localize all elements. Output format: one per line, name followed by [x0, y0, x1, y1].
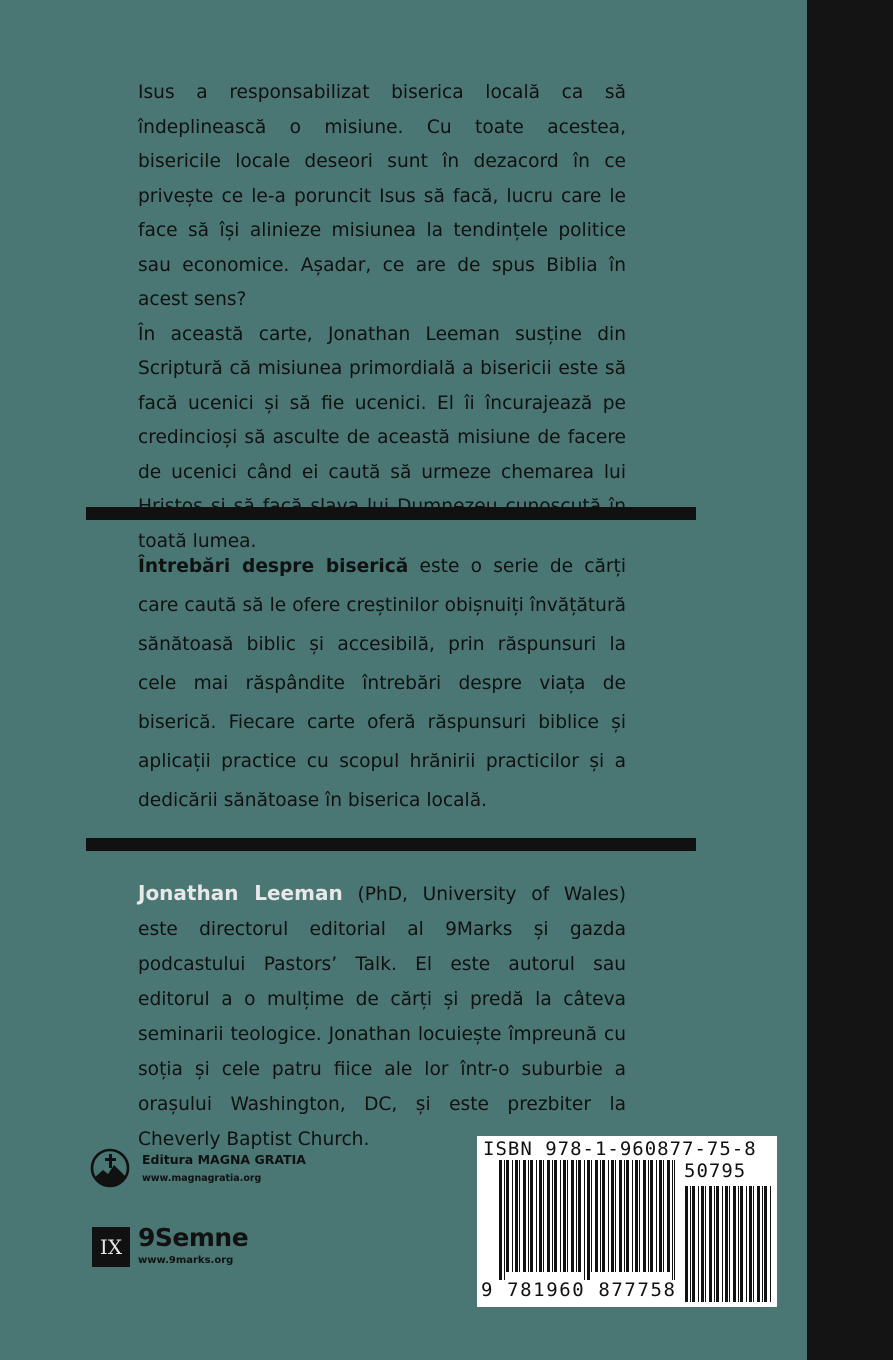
barcode-bar	[650, 1160, 653, 1272]
barcode-bar	[674, 1160, 675, 1280]
barcode-bar	[528, 1160, 529, 1272]
barcode-bar	[587, 1160, 590, 1280]
barcode-bar	[591, 1160, 592, 1272]
barcode-bar	[701, 1186, 704, 1302]
author-bio	[138, 876, 626, 1157]
book-spine	[807, 0, 893, 1360]
barcode-bar	[749, 1186, 752, 1302]
barcode-bar	[746, 1186, 747, 1302]
barcode-bar	[584, 1160, 585, 1280]
barcode-bar	[547, 1160, 550, 1272]
barcode-bar	[716, 1186, 719, 1302]
barcode-bar	[615, 1160, 616, 1272]
barcode-bar	[764, 1186, 767, 1302]
publisher-url: www.magnagratia.org	[142, 1173, 262, 1184]
barcode-bar	[648, 1160, 649, 1272]
series-text: este o serie de cărți care caută să le ofere creștinilor obișnuiți învățătură sănătoasă biblic și accesibilă, prin răspunsuri la cele mai răspândite întrebări despre viața de biserică. Fiecare carte oferă răspunsuri biblice și aplicații practice cu scopul hrănirii practicilor și a dedicării sănătoase în biserica locală.	[138, 556, 626, 811]
barcode-bar	[659, 1160, 662, 1272]
divider-rule	[86, 507, 696, 520]
publisher-logo-block	[90, 1148, 350, 1196]
barcode-bar	[643, 1160, 646, 1272]
barcode-bar	[567, 1160, 568, 1272]
barcode-bar	[504, 1160, 505, 1280]
barcode-addon-number: 50795	[684, 1160, 747, 1182]
barcode-bar	[523, 1160, 526, 1272]
barcode-bar	[539, 1160, 542, 1272]
barcode-bar	[563, 1160, 566, 1272]
series-description	[138, 547, 626, 820]
barcode-bar	[530, 1160, 533, 1272]
barcode-bar	[632, 1160, 633, 1272]
barcode-bar	[733, 1186, 736, 1302]
barcode-bar	[624, 1160, 625, 1272]
blurb-paragraph-1: Isus a responsabilizat biserica locală ca să îndeplinească o misiune. Cu toate acestea, bisericile locale deseori sunt în dezacord în ce privește ce le-a poruncit Isus să facă, lucru care le face să își alinieze misiunea la tendințele politice sau economice. Așadar, ce are de spus Biblia în acest sens?	[138, 82, 626, 310]
barcode-bar	[672, 1160, 673, 1280]
barcode-bar	[635, 1160, 638, 1272]
blurb-paragraph-2: În această carte, Jonathan Leeman susține din Scriptură că misiunea primordială a bisericii este să facă ucenici și să fie ucenici. El îi încurajează pe credincioși să asculte de această misiune de facere de ucenici când ei caută să urmeze chemarea lui toată lumea.	[138, 323, 626, 552]
barcode-bar	[519, 1160, 520, 1272]
barcode-bar	[722, 1186, 723, 1302]
barcode-bar	[506, 1160, 509, 1272]
barcode-bar	[554, 1160, 557, 1272]
barcode-bar	[552, 1160, 553, 1272]
barcode-bar	[656, 1160, 657, 1272]
barcode-bar	[705, 1186, 706, 1302]
barcode-bar	[560, 1160, 561, 1272]
barcode-bar	[757, 1186, 760, 1302]
barcode-bar	[602, 1160, 605, 1272]
barcode-bar	[515, 1160, 518, 1272]
barcode-bar	[729, 1186, 730, 1302]
ninemarks-logo-block	[92, 1223, 312, 1271]
barcode-bar	[608, 1160, 609, 1272]
barcode-bar	[571, 1160, 574, 1272]
isbn-number: ISBN 978-1-960877-75-8	[483, 1138, 757, 1160]
ninemarks-name: 9Semne	[138, 1223, 249, 1252]
barcode-bar	[753, 1186, 754, 1302]
divider-rule	[86, 838, 696, 851]
barcode-bar	[619, 1160, 622, 1272]
back-cover-blurb	[138, 76, 626, 559]
barcode-bar	[499, 1160, 502, 1280]
barcode-bar	[595, 1160, 598, 1272]
barcode-bar	[663, 1160, 664, 1272]
barcode-bar	[626, 1160, 629, 1272]
barcode-bar	[667, 1160, 670, 1272]
barcode-bar	[576, 1160, 577, 1272]
barcode-bar	[725, 1186, 728, 1302]
author-bio-text: (PhD, University of Wales) este directorul editorial al 9Marks și gazda podcastului Pastors’ Talk. El este autorul sau editorul a o mulțime de cărți și predă la câteva seminarii teologice. Jonathan locuiește împreună cu soția și cele patru fiice ale lor într-o suburbie a orașului Washington, DC, și este prezbiter la Cheverly Baptist Church.	[138, 884, 627, 1150]
barcode-bar	[762, 1186, 763, 1302]
series-title: Întrebări despre biserică	[138, 556, 409, 577]
ninemarks-url: www.9marks.org	[138, 1255, 234, 1266]
barcode-bar	[709, 1186, 712, 1302]
ean-number: 9 781960 877758	[481, 1279, 677, 1301]
barcode-bar	[536, 1160, 537, 1272]
barcode-bar	[690, 1186, 691, 1302]
barcode-bar	[770, 1186, 771, 1302]
publisher-name: Editura MAGNA GRATIA	[142, 1152, 306, 1167]
ninemarks-badge-icon: IX	[92, 1227, 130, 1267]
barcode-bar	[578, 1160, 581, 1272]
barcode-bar	[698, 1186, 699, 1302]
barcode-bar	[685, 1186, 688, 1302]
barcode-bar	[639, 1160, 640, 1272]
isbn-barcode	[477, 1136, 777, 1307]
barcode-bar	[692, 1186, 695, 1302]
barcode-bar	[600, 1160, 601, 1272]
barcode-bar	[512, 1160, 513, 1272]
barcode-bar	[543, 1160, 544, 1272]
barcode-bar	[740, 1186, 743, 1302]
barcode-bar	[714, 1186, 715, 1302]
barcode-bar	[738, 1186, 739, 1302]
author-name: Jonathan Leeman	[138, 881, 343, 905]
barcode-bar	[611, 1160, 614, 1272]
magna-gratia-logo-icon	[90, 1148, 130, 1188]
